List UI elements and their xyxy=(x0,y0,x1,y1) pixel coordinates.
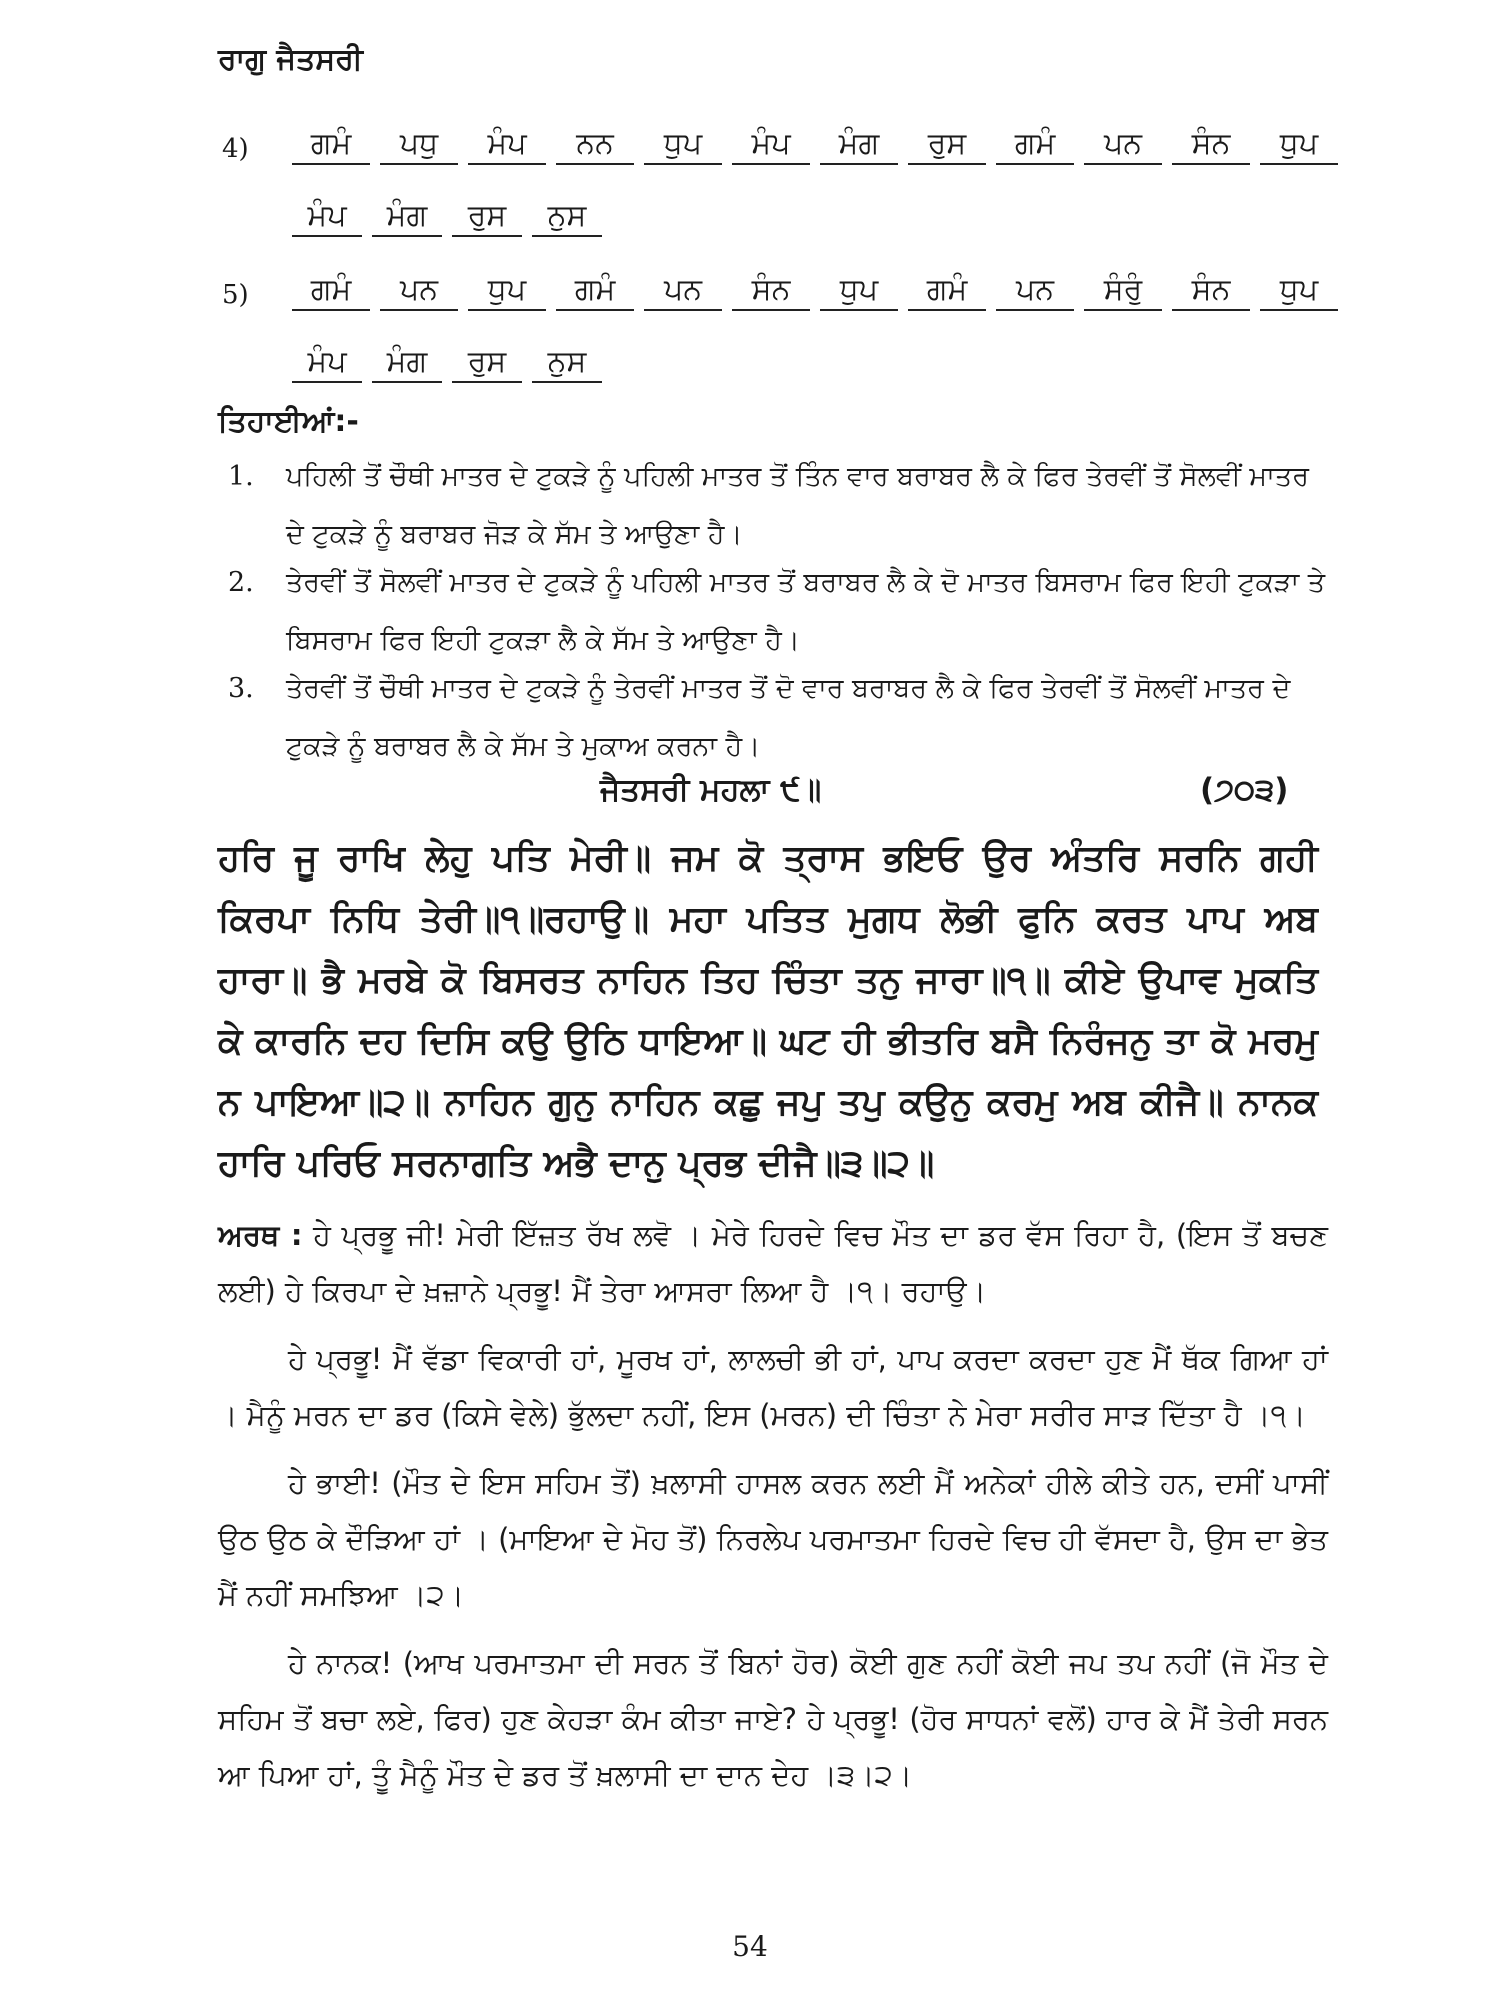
note: ਸੰਨ xyxy=(1172,272,1250,311)
notation-line xyxy=(292,198,612,237)
note: ਸੰਨ xyxy=(732,272,810,311)
tihaiyan-heading: ਤਿਹਾਈਆਂ:- xyxy=(218,404,359,439)
meaning-paragraph xyxy=(218,1207,1328,1319)
shabad-title: ਜੈਤਸਰੀ ਮਹਲਾ ੯॥ xyxy=(600,772,822,808)
note: ਗਮੰ xyxy=(996,126,1074,165)
meaning-label: ਅਰਥ : xyxy=(218,1218,303,1252)
notation-line xyxy=(292,272,1348,311)
note: ਪਨ xyxy=(380,272,458,311)
tihai-text: ਪਹਿਲੀ ਤੋਂ ਚੌਥੀ ਮਾਤਰ ਦੇ ਟੁਕੜੇ ਨੂੰ ਪਹਿਲੀ ਮਾਤਰ ਤੋਂ ਤਿੰਨ ਵਾਰ ਬਰਾਬਰ ਲੈ ਕੇ ਫਿਰ ਤੇਰਵੀਂ ਤੋਂ ਸੋਲਵੀਂ ਮਾਤਰ ਦੇ ਟੁਕੜੇ ਨੂੰ ਬਰਾਬਰ ਜੋੜ ਕੇ ਸੱਮ ਤੇ ਆਉਣਾ ਹੈ। xyxy=(286,461,1309,550)
note: ਮੰਪ xyxy=(292,198,362,237)
note: ਧੁਪ xyxy=(820,272,898,311)
note: ਮੰਗ xyxy=(372,344,442,383)
tihai-number: 1. xyxy=(228,461,254,492)
note: ਪਨ xyxy=(1084,126,1162,165)
tihai-text: ਤੇਰਵੀਂ ਤੋਂ ਸੋਲਵੀਂ ਮਾਤਰ ਦੇ ਟੁਕੜੇ ਨੂੰ ਪਹਿਲੀ ਮਾਤਰ ਤੋਂ ਬਰਾਬਰ ਲੈ ਕੇ ਦੋ ਮਾਤਰ ਬਿਸਰਾਮ ਫਿਰ ਇਹੀ ਟੁਕੜਾ ਤੇ ਬਿਸਰਾਮ ਫਿਰ ਇਹੀ ਟੁਕੜਾ ਲੈ ਕੇ ਸੱਮ ਤੇ ਆਉਣਾ ਹੈ। xyxy=(286,567,1326,656)
meaning-paragraph: ਹੇ ਨਾਨਕ! (ਆਖ ਪਰਮਾਤਮਾ ਦੀ ਸਰਨ ਤੋਂ ਬਿਨਾਂ ਹੋਰ) ਕੋਈ ਗੁਣ ਨਹੀਂ ਕੋਈ ਜਪ ਤਪ ਨਹੀਂ (ਜੋ ਮੌਤ ਦੇ ਸਹਿਮ ਤੋਂ ਬਚਾ ਲਏ, ਫਿਰ) ਹੁਣ ਕੇਹੜਾ ਕੰਮ ਕੀਤਾ ਜਾਏ? ਹੇ ਪ੍ਰਭੂ! (ਹੋਰ ਸਾਧਨਾਂ ਵਲੋਂ) ਹਾਰ ਕੇ ਮੈਂ ਤੇਰੀ ਸਰਨ ਆ ਪਿਆ ਹਾਂ, ਤੂੰ ਮੈਨੂੰ ਮੌਤ ਦੇ ਡਰ ਤੋਂ ਖ਼ਲਾਸੀ ਦਾ ਦਾਨ ਦੇਹ ।੩।੨। xyxy=(218,1646,1328,1792)
note: ਮੰਪ xyxy=(468,126,546,165)
notation-number: 4) xyxy=(222,134,249,164)
tihai-item xyxy=(228,448,1328,564)
tihai-number: 3. xyxy=(228,673,254,704)
page-header: ਰਾਗੁ ਜੈਤਸਰੀ xyxy=(218,42,363,77)
notation-number: 5) xyxy=(222,280,249,310)
note: ਮੰਪ xyxy=(732,126,810,165)
tihai-number: 2. xyxy=(228,567,254,598)
note: ਰੁਸ xyxy=(452,198,522,237)
note: ਨੁਸ xyxy=(532,344,602,383)
meaning-section xyxy=(218,1207,1328,1815)
note: ਨੁਸ xyxy=(532,198,602,237)
note: ਧੁਪ xyxy=(644,126,722,165)
note: ਮੰਪ xyxy=(292,344,362,383)
note: ਰੁਸ xyxy=(908,126,986,165)
tihai-text: ਤੇਰਵੀਂ ਤੋਂ ਚੌਥੀ ਮਾਤਰ ਦੇ ਟੁਕੜੇ ਨੂੰ ਤੇਰਵੀਂ ਮਾਤਰ ਤੋਂ ਦੋ ਵਾਰ ਬਰਾਬਰ ਲੈ ਕੇ ਫਿਰ ਤੇਰਵੀਂ ਤੋਂ ਸੋਲਵੀਂ ਮਾਤਰ ਦੇ ਟੁਕੜੇ ਨੂੰ ਬਰਾਬਰ ਲੈ ਕੇ ਸੱਮ ਤੇ ਮੁਕਾਅ ਕਰਨਾ ਹੈ। xyxy=(286,673,1291,762)
note: ਸੰਨ xyxy=(1172,126,1250,165)
page-number: 54 xyxy=(732,1930,768,1963)
note: ਮੰਗ xyxy=(820,126,898,165)
tihai-item xyxy=(228,660,1328,776)
note: ਧੁਪ xyxy=(1260,126,1338,165)
note: ਧੁਪ xyxy=(468,272,546,311)
note: ਪਨ xyxy=(644,272,722,311)
meaning-paragraph: ਹੇ ਪ੍ਰਭੂ! ਮੈਂ ਵੱਡਾ ਵਿਕਾਰੀ ਹਾਂ, ਮੂਰਖ ਹਾਂ, ਲਾਲਚੀ ਭੀ ਹਾਂ, ਪਾਪ ਕਰਦਾ ਕਰਦਾ ਹੁਣ ਮੈਂ ਥੱਕ ਗਿਆ ਹਾਂ । ਮੈਨੂੰ ਮਰਨ ਦਾ ਡਰ (ਕਿਸੇ ਵੇਲੇ) ਭੁੱਲਦਾ ਨਹੀਂ, ਇਸ (ਮਰਨ) ਦੀ ਚਿੰਤਾ ਨੇ ਮੇਰਾ ਸਰੀਰ ਸਾੜ ਦਿੱਤਾ ਹੈ ।੧। xyxy=(218,1342,1328,1432)
meaning-paragraph: ਹੇ ਭਾਈ! (ਮੌਤ ਦੇ ਇਸ ਸਹਿਮ ਤੋਂ) ਖ਼ਲਾਸੀ ਹਾਸਲ ਕਰਨ ਲਈ ਮੈਂ ਅਨੇਕਾਂ ਹੀਲੇ ਕੀਤੇ ਹਨ, ਦਸੀਂ ਪਾਸੀਂ ਉਠ ਉਠ ਕੇ ਦੌੜਿਆ ਹਾਂ । (ਮਾਇਆ ਦੇ ਮੋਹ ਤੋਂ) ਨਿਰਲੇਪ ਪਰਮਾਤਮਾ ਹਿਰਦੇ ਵਿਚ ਹੀ ਵੱਸਦਾ ਹੈ, ਉਸ ਦਾ ਭੇਤ ਮੈਂ ਨਹੀਂ ਸਮਝਿਆ ।੨। xyxy=(218,1466,1328,1612)
notation-line xyxy=(292,344,612,383)
note: ਨਨ xyxy=(556,126,634,165)
note: ਪਧੁ xyxy=(380,126,458,165)
shabad-text: ਹਰਿ ਜੂ ਰਾਖਿ ਲੇਹੁ ਪਤਿ ਮੇਰੀ॥ ਜਮ ਕੋ ਤ੍ਰਾਸ ਭਇਓ ਉਰ ਅੰਤਰਿ ਸਰਨਿ ਗਹੀ ਕਿਰਪਾ ਨਿਧਿ ਤੇਰੀ॥੧॥ਰਹਾਉ॥ ਮਹਾ ਪਤਿਤ ਮੁਗਧ ਲੋਭੀ ਫੁਨਿ ਕਰਤ ਪਾਪ ਅਬ ਹਾਰਾ॥ ਭੈ ਮਰਬੇ ਕੋ ਬਿਸਰਤ ਨਾਹਿਨ ਤਿਹ ਚਿੰਤਾ ਤਨੁ ਜਾਰਾ॥੧॥ ਕੀਏ ਉਪਾਵ ਮੁਕਤਿ ਕੇ ਕਾਰਨਿ ਦਹ ਦਿਸਿ ਕਉ ਉਠਿ ਧਾਇਆ॥ ਘਟ ਹੀ ਭੀਤਰਿ ਬਸੈ ਨਿਰੰਜਨੁ ਤਾ ਕੋ ਮਰਮੁ ਨ ਪਾਇਆ॥੨॥ ਨਾਹਿਨ ਗੁਨੁ ਨਾਹਿਨ ਕਛੁ ਜਪੁ ਤਪੁ ਕਉਨੁ ਕਰਮੁ ਅਬ ਕੀਜੈ॥ ਨਾਨਕ ਹਾਰਿ ਪਰਿਓ ਸਰਨਾਗਤਿ ਅਭੈ ਦਾਨੁ ਪ੍ਰਭ ਦੀਜੈ॥੩॥੨॥ xyxy=(218,838,1318,1184)
note: ਧੁਪ xyxy=(1260,272,1338,311)
ang-number: (੭੦੩) xyxy=(1200,772,1289,808)
tihai-item xyxy=(228,554,1328,670)
note: ਪਨ xyxy=(996,272,1074,311)
note: ਗਮੰ xyxy=(556,272,634,311)
meaning-text: ਹੇ ਪ੍ਰਭੂ ਜੀ! ਮੇਰੀ ਇੱਜ਼ਤ ਰੱਖ ਲਵੋ । ਮੇਰੇ ਹਿਰਦੇ ਵਿਚ ਮੌਤ ਦਾ ਡਰ ਵੱਸ ਰਿਹਾ ਹੈ, (ਇਸ ਤੋਂ ਬਚਣ ਲਈ) ਹੇ ਕਿਰਪਾ ਦੇ ਖ਼ਜ਼ਾਨੇ ਪ੍ਰਭੂ! ਮੈਂ ਤੇਰਾ ਆਸਰਾ ਲਿਆ ਹੈ ।੧। ਰਹਾਉ। xyxy=(218,1218,1329,1308)
note: ਸੰਰੁੰ xyxy=(1084,272,1162,311)
note: ਰੁਸ xyxy=(452,344,522,383)
notation-line xyxy=(292,126,1348,165)
note: ਮੰਗ xyxy=(372,198,442,237)
note: ਗਮੰ xyxy=(292,272,370,311)
note: ਗਮੰ xyxy=(908,272,986,311)
note: ਗਮੰ xyxy=(292,126,370,165)
